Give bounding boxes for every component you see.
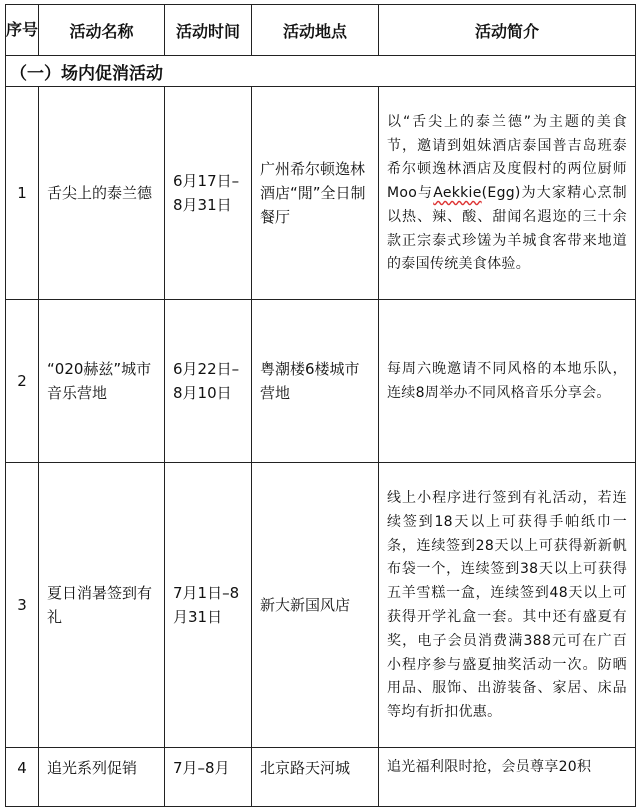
row-time: 6月22日–8月10日 — [165, 300, 252, 463]
header-no — [6, 5, 39, 56]
row-no: 1 — [6, 87, 39, 300]
row-no: 2 — [6, 300, 39, 463]
row-place: 新大新国风店 — [252, 463, 379, 748]
row-desc-post: (Egg)为大家精心烹制以热、辣、酸、甜闻名遐迩的三十余款正宗泰式珍馐为羊城食客带来地道的泰国传统美食体验。 — [387, 185, 627, 273]
table-row — [6, 748, 636, 807]
row-name: “020赫兹”城市音乐营地 — [39, 300, 165, 463]
row-desc: 追光福利限时抢，会员尊享20积 — [379, 748, 636, 807]
row-place: 广州希尔顿逸林酒店“閒”全日制餐厅 — [252, 87, 379, 300]
row-desc: 每周六晚邀请不同风格的本地乐队，连续8周举办不同风格音乐分享会。 — [379, 300, 636, 463]
row-time: 6月17日–8月31日 — [165, 87, 252, 300]
row-no: 3 — [6, 463, 39, 748]
row-time: 7月1日–8月31日 — [165, 463, 252, 748]
row-desc: 线上小程序进行签到有礼活动，若连续签到18天以上可获得手帕纸巾一条，连续签到28天以上可获得新新帆布袋一个，连续签到38天以上可获得五羊雪糕一盒，连续签到48天以上可获得开学礼盒一套。其中还有盛夏有奖，电子会员消费满388元可在广百小程序参与盛夏抽奖活动一次。防晒用品、服饰、出游装备、家居、床品等均有折扣优惠。 — [379, 463, 636, 748]
row-desc — [379, 87, 636, 300]
section-title: （一）场内促消活动 — [6, 56, 636, 87]
table-row — [6, 463, 636, 748]
row-no: 4 — [6, 748, 39, 807]
row-desc-spellcheck-word: Aekkie — [433, 185, 482, 202]
row-name: 夏日消暑签到有礼 — [39, 463, 165, 748]
section-row — [6, 56, 636, 87]
header-name: 活动名称 — [39, 5, 165, 56]
activity-table — [5, 4, 636, 807]
row-desc-pre: 以“舌尖上的泰兰德”为主题的美食节，邀请到姐妹酒店泰国普吉岛班泰希尔顿逸林酒店及度假村的两位厨师Moo与 — [387, 113, 627, 202]
row-name: 追光系列促销 — [39, 748, 165, 807]
header-time: 活动时间 — [165, 5, 252, 56]
header-place: 活动地点 — [252, 5, 379, 56]
row-place: 粤潮楼6楼城市营地 — [252, 300, 379, 463]
row-place: 北京路天河城 — [252, 748, 379, 807]
row-time: 7月–8月 — [165, 748, 252, 807]
header-row — [6, 5, 636, 56]
table-row — [6, 87, 636, 300]
header-desc: 活动简介 — [379, 5, 636, 56]
header-no-label: 序号 — [6, 20, 39, 39]
row-name: 舌尖上的泰兰德 — [39, 87, 165, 300]
table-row — [6, 300, 636, 463]
